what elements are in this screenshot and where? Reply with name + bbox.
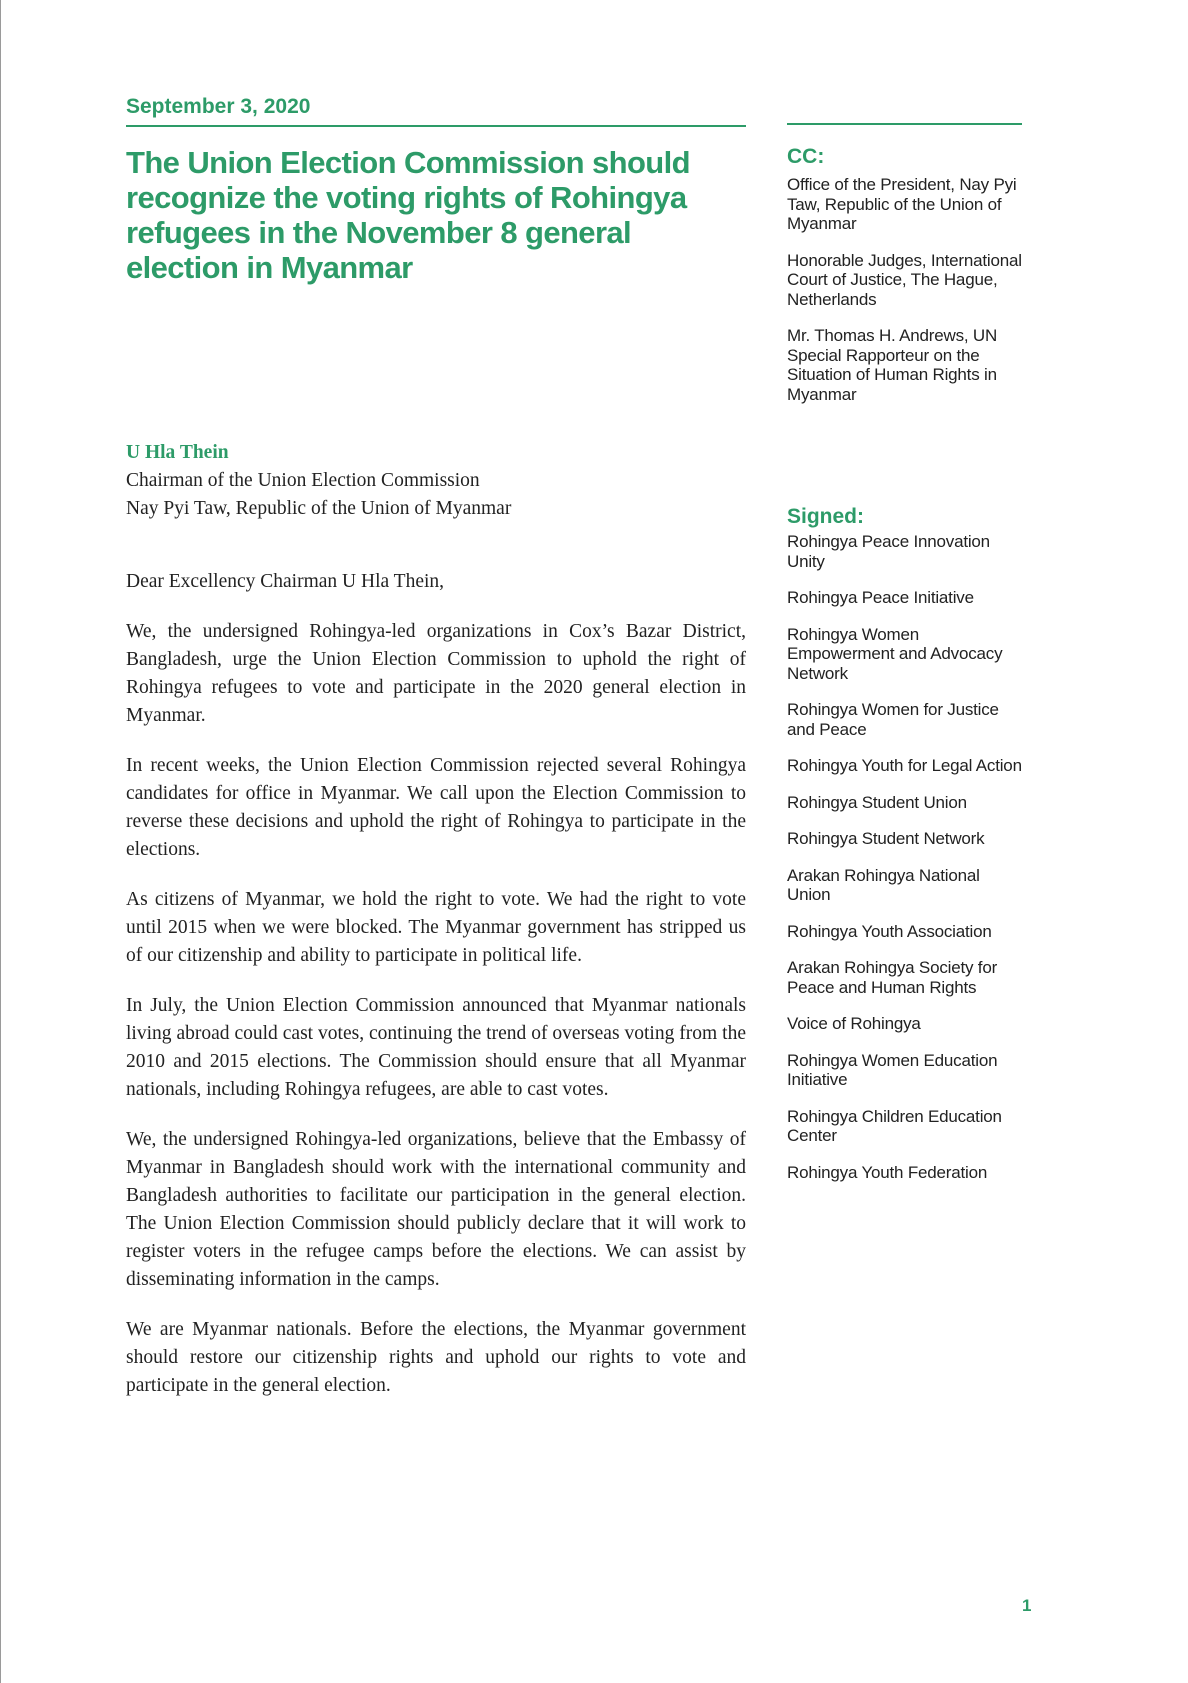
recipient-address: Nay Pyi Taw, Republic of the Union of Myanmar [126, 498, 512, 519]
paragraph: As citizens of Myanmar, we hold the right to vote. We had the right to vote until 2015 when we were blocked. The Myanmar government has stripped us of our citizenship and ability to participate in political life. [126, 889, 746, 966]
signatory: Rohingya Youth Federation [787, 1162, 988, 1182]
signatory: Rohingya Peace Innovation Unity [787, 532, 990, 571]
paragraph: We are Myanmar nationals. Before the elections, the Myanmar government should restore our citizenship rights and uphold our rights to vote and participate in the general election. [126, 1319, 746, 1396]
letter-header [126, 94, 746, 285]
cc-item: Mr. Thomas H. Andrews, UN Special Rapporteur on the Situation of Human Rights in Myanmar [787, 326, 998, 404]
cc-item: Office of the President, Nay Pyi Taw, Republic of the Union of Myanmar [787, 175, 1017, 233]
signatory: Rohingya Student Network [787, 829, 985, 848]
page-number: 1 [1022, 1596, 1032, 1615]
page-edge [0, 0, 1, 1683]
signatory: Arakan Rohingya Society for Peace and Human Rights [787, 958, 998, 997]
signatories-list [787, 505, 1027, 1199]
signatory: Rohingya Women for Justice and Peace [787, 700, 999, 739]
cc-sidebar [787, 123, 1022, 421]
paragraph: In recent weeks, the Union Election Commission rejected several Rohingya candidates for office in Myanmar. We call upon the Election Commission to reverse these decisions and uphold the right of Rohingya to participate in the elections. [126, 755, 746, 860]
sidebar-rule [787, 123, 1022, 125]
date: September 3, 2020 [126, 95, 311, 118]
signatory: Rohingya Student Union [787, 792, 967, 812]
paragraph: In July, the Union Election Commission announced that Myanmar nationals living abroad could cast votes, continuing the trend of overseas voting from the 2010 and 2015 elections. The Commission should ensure that all Myanmar nationals, including Rohingya refugees, are able to cast votes. [126, 995, 746, 1100]
recipient-title: Chairman of the Union Election Commission [126, 470, 480, 491]
signatory: Rohingya Peace Initiative [787, 588, 974, 607]
signatory: Rohingya Women Education Initiative [787, 1050, 998, 1089]
signatory: Voice of Rohingya [787, 1014, 921, 1033]
signed-heading: Signed: [787, 505, 864, 528]
signatory: Arakan Rohingya National Union [787, 865, 980, 904]
cc-heading: CC: [787, 145, 825, 168]
recipient-name: U Hla Thein [126, 442, 229, 463]
signatory: Rohingya Youth for Legal Action [787, 756, 1022, 775]
paragraph: We, the undersigned Rohingya-led organizations in Cox’s Bazar District, Bangladesh, urge the Union Election Commission to uphold the right of Rohingya refugees to vote and participate in the 2020 general election in Myanmar. [126, 621, 746, 726]
signatory: Rohingya Youth Association [787, 921, 992, 941]
recipient-block [126, 439, 746, 523]
signatory: Rohingya Children Education Center [787, 1106, 1002, 1145]
cc-item: Honorable Judges, International Court of Justice, The Hague, Netherlands [787, 250, 1022, 309]
header-rule [126, 125, 746, 127]
headline: The Union Election Commission should recognize the voting rights of Rohingya refugees in the November 8 general election in Myanmar [126, 145, 690, 285]
signatory: Rohingya Women Empowerment and Advocacy Network [787, 624, 1003, 683]
paragraph: We, the undersigned Rohingya-led organizations, believe that the Embassy of Myanmar in Bangladesh should work with the international community and Bangladesh authorities to facilitate our participation in the general election. The Union Election Commission should publicly declare that it will work to register voters in the refugee camps before the elections. We can assist by disseminating information in the camps. [126, 1129, 746, 1290]
letter-body [126, 568, 746, 1422]
salutation: Dear Excellency Chairman U Hla Thein, [126, 571, 445, 592]
